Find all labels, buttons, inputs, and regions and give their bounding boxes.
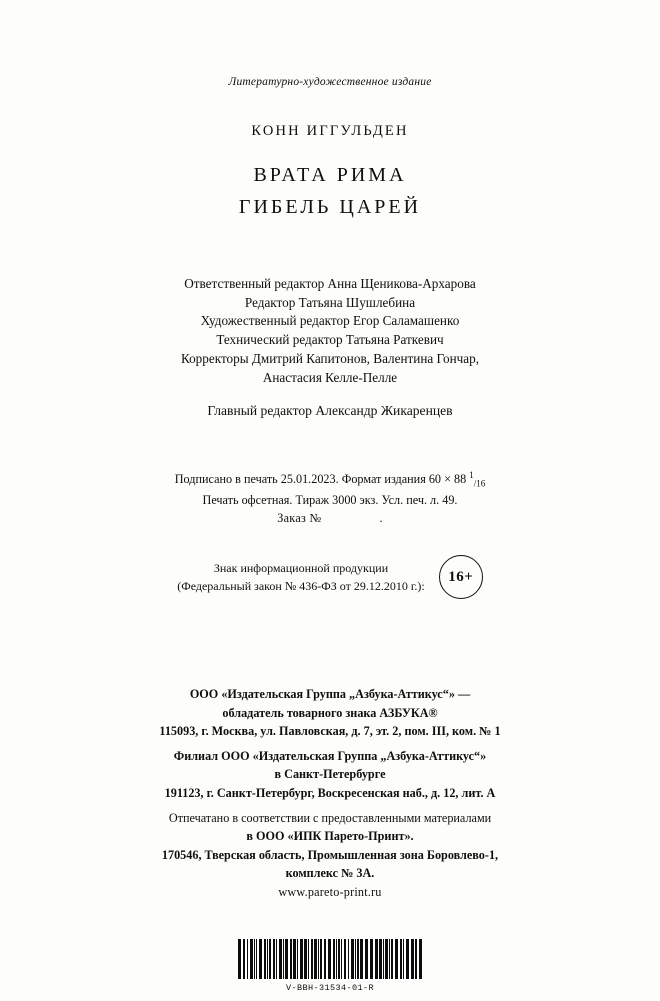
- credit-line: Художественный редактор Егор Саламашенко: [200, 313, 460, 329]
- publisher-block: [159, 685, 500, 901]
- print-format-denominator: /16: [473, 478, 486, 489]
- publisher-line: ООО «Издательская Группа „Азбука-Аттикус“» —: [189, 687, 471, 702]
- printer-website: www.pareto-print.ru: [278, 884, 382, 899]
- age-rating-badge: 16+: [439, 555, 483, 599]
- credits-block: [181, 275, 479, 421]
- author-name: КОНН ИГГУЛЬДЕН: [251, 123, 409, 139]
- barcode-label: V-BBH-31534-01-R: [285, 983, 374, 994]
- order-number-dot: .: [379, 511, 383, 525]
- book-title-main: ВРАТА РИМА: [253, 164, 407, 186]
- publisher-line: 191123, г. Санкт-Петербург, Воскресенская наб., д. 12, лит. А: [164, 786, 496, 801]
- print-format-numerator: 1: [469, 469, 474, 480]
- printer-line: 170546, Тверская область, Промышленная зона Боровлево-1,: [161, 847, 499, 862]
- barcode-block: [238, 939, 423, 993]
- edition-kind: Литературно-художественное издание: [228, 76, 432, 88]
- printer-line: Отпечатано в соответствии с предоставленными материалами: [168, 810, 492, 825]
- age-rating-line-2: (Федеральный закон № 436-ФЗ от 29.12.2010 г.):: [177, 579, 425, 594]
- publisher-line: 115093, г. Москва, ул. Павловская, д. 7, эт. 2, пом. III, ком. № 1: [159, 724, 501, 739]
- printer-line: в ООО «ИПК Парето-Принт».: [246, 829, 414, 844]
- print-info-line-3: [175, 509, 486, 527]
- print-info-line-1: [175, 469, 486, 491]
- credit-line: Ответственный редактор Анна Щеникова-Архарова: [184, 276, 476, 291]
- print-info-block: [175, 469, 486, 528]
- age-rating-text: [177, 559, 425, 595]
- credit-line: Редактор Татьяна Шушлебина: [244, 294, 416, 310]
- publisher-line: Филиал ООО «Издательская Группа „Азбука-Аттикус“»: [173, 748, 487, 763]
- credit-line: Анастасия Келле-Пелле: [262, 369, 398, 385]
- publisher-line: обладатель товарного знака АЗБУКА®: [222, 705, 438, 720]
- book-title-sub: ГИБЕЛЬ ЦАРЕЙ: [238, 196, 422, 218]
- print-info-line-2: Печать офсетная. Тираж 3000 экз. Усл. печ. л. 49.: [202, 492, 458, 507]
- barcode-image: [238, 939, 423, 979]
- printer-line: комплекс № 3А.: [285, 866, 375, 881]
- print-info-line-1-text: Подписано в печать 25.01.2023. Формат издания 60 × 88: [174, 471, 470, 486]
- age-rating-line-1: Знак информационной продукции: [213, 561, 389, 576]
- age-rating-block: [177, 555, 483, 599]
- credit-line: Технический редактор Татьяна Раткевич: [216, 332, 444, 348]
- credit-line: Корректоры Дмитрий Капитонов, Валентина Гончар,: [180, 350, 480, 366]
- order-number-label: Заказ №: [277, 511, 322, 525]
- publisher-line: в Санкт-Петербурге: [274, 767, 386, 782]
- chief-editor-line: Главный редактор Александр Жикаренцев: [207, 403, 453, 419]
